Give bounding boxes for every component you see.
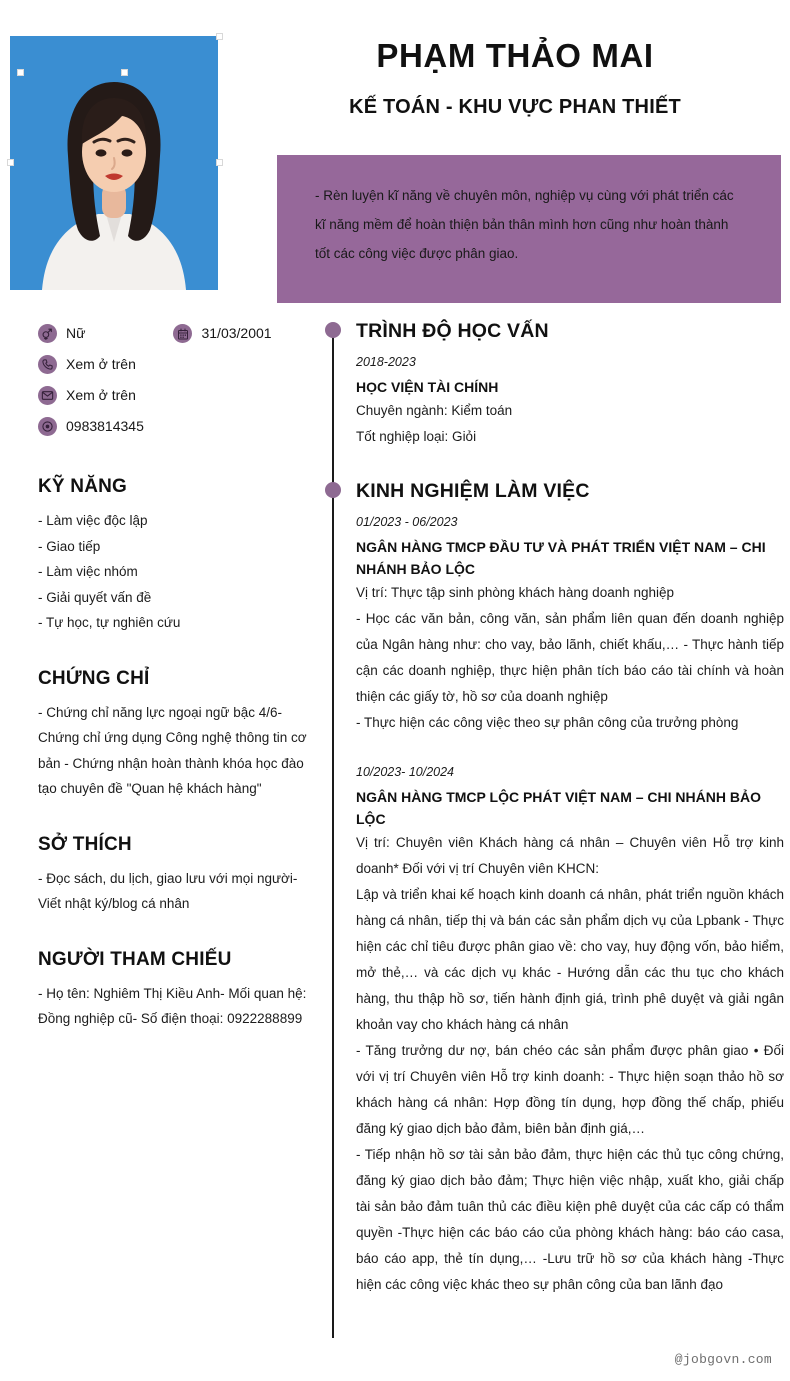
list-item: - Giải quyết vấn đề: [38, 589, 152, 605]
timeline-dot-education: [325, 322, 341, 338]
section-skills: [38, 474, 323, 636]
section-education: [332, 318, 784, 344]
experience-description: - Học các văn bản, công văn, sản phẩm liên quan đến doanh nghiệp của Ngân hàng như: cho vay, bảo lãnh, chiết khấu,… - Thực hành tiếp cận các doanh nghiệp, thực hiện phân tích báo cáo tài chính và hoàn thiện các giấy tờ, hồ sơ của doanh nghiệp: [356, 611, 784, 704]
name-block: [250, 34, 780, 122]
contact-email[interactable]: [38, 386, 136, 405]
section-experience: [332, 478, 784, 504]
career-objective-text: - Rèn luyện kĩ năng về chuyên môn, nghiệp vụ cùng với phát triển các kĩ năng mềm để hoàn thiện bản thân mình hơn cũng như hoàn thành tốt các công việc được phân giao.: [315, 188, 734, 261]
list-item: - Tự học, tự nghiên cứu: [38, 615, 181, 630]
phone-icon: [38, 355, 57, 374]
contact-address-value: 0983814345: [66, 418, 144, 434]
watermark: @jobgovn.com: [674, 1352, 772, 1367]
section-title-certificates: CHỨNG CHỈ: [38, 667, 150, 689]
selection-handle-top-center[interactable]: [121, 69, 128, 76]
section-hobbies: [38, 832, 323, 917]
contact-row-email: [38, 380, 323, 411]
selection-handle-middle-left[interactable]: [7, 159, 14, 166]
section-certificates: [38, 666, 323, 802]
profile-photo[interactable]: [10, 36, 218, 290]
experience-description: Lập và triển khai kế hoạch kinh doanh cá nhân, phát triển nguồn khách hàng cá nhân, tiếp thị và bán các sản phẩm dịch vụ của Lpbank - Thực hiện các chỉ tiêu được phân giao về: cho vay, huy động vốn, bảo hiểm, mở thẻ,… và các dịch vụ khác - Hướng dẫn các thu tục cho khách hàng, thu thập hồ sơ, tiến hành định giá, trình phê duyệt và giải ngân khoản vay cho khách hàng cá nhân: [356, 887, 784, 1032]
job-title: KẾ TOÁN - KHU VỰC PHAN THIẾT: [349, 96, 681, 118]
list-item: - Làm việc độc lập: [38, 513, 148, 528]
experience-entry: [332, 510, 784, 736]
email-icon: [38, 386, 57, 405]
experience-position: Vị trí: Chuyên viên Khách hàng cá nhân – Chuyên viên Hỗ trợ kinh doanh* Đối với vị trí Chuyên viên KHCN:: [356, 835, 784, 876]
certificates-body: - Chứng chỉ năng lực ngoại ngữ bậc 4/6- Chứng chỉ ứng dụng Công nghệ thông tin cơ bản - Chứng nhận hoàn thành khóa học đào tạo chuyên đề "Quan hệ khách hàng": [38, 704, 307, 796]
selection-handle-middle-right[interactable]: [216, 159, 223, 166]
education-major: Chuyên ngành: Kiểm toán: [356, 403, 513, 418]
section-title-experience: KINH NGHIỆM LÀM VIỆC: [356, 480, 590, 502]
section-title-hobbies: SỞ THÍCH: [38, 833, 132, 855]
contact-phone-value: Xem ở trên: [66, 356, 136, 372]
skills-list: [38, 508, 323, 636]
contact-phone[interactable]: [38, 355, 136, 374]
contact-gender-value: Nữ: [66, 325, 86, 341]
experience-position: Vị trí: Thực tập sinh phòng khách hàng doanh nghiệp: [356, 585, 675, 600]
contact-info: [38, 318, 323, 442]
contact-address[interactable]: [38, 417, 144, 436]
left-column: [38, 318, 323, 1032]
contact-email-value: Xem ở trên: [66, 387, 136, 403]
gender-icon: [38, 324, 57, 343]
section-title-education: TRÌNH ĐỘ HỌC VẤN: [356, 320, 549, 342]
experience-entry: [332, 760, 784, 1298]
references-body: - Họ tên: Nghiêm Thị Kiều Anh- Mối quan hệ: Đồng nghiệp cũ- Số điện thoại: 0922288899: [38, 985, 307, 1026]
experience-description-2: - Tăng trưởng dư nợ, bán chéo các sản phẩm được phân giao • Đối với vị trí Chuyên viên Hỗ trợ kinh doanh: - Thực hiện soạn thảo hồ sơ khách hàng cá nhân: Hợp đồng tín dụng, hợp đồng thế chấp, phiếu đăng ký giao dịch bảo đảm, biên bản định giá,…: [356, 1043, 784, 1136]
experience-org: NGÂN HÀNG TMCP ĐẦU TƯ VÀ PHÁT TRIỂN VIỆT NAM – CHI NHÁNH BẢO LỘC: [356, 539, 766, 577]
contact-row-phone: [38, 349, 323, 380]
calendar-icon: [173, 324, 192, 343]
contact-row-address: [38, 411, 323, 442]
section-title-references: NGƯỜI THAM CHIẾU: [38, 948, 232, 970]
hobbies-body: - Đọc sách, du lịch, giao lưu với mọi người- Viết nhật ký/blog cá nhân: [38, 870, 298, 911]
section-references: [38, 947, 323, 1032]
experience-date: 01/2023 - 06/2023: [356, 515, 458, 529]
experience-org: NGÂN HÀNG TMCP LỘC PHÁT VIỆT NAM – CHI NHÁNH BẢO LỘC: [356, 789, 761, 827]
list-item: - Giao tiếp: [38, 538, 101, 554]
location-pin-icon: [38, 417, 57, 436]
education-date: 2018-2023: [356, 355, 416, 369]
contact-birthdate-value: 31/03/2001: [201, 325, 272, 341]
experience-description-3: - Tiếp nhận hồ sơ tài sản bảo đảm, thực hiện các thủ tục công chứng, đăng ký giao dịch bảo đảm; Thực hiện việc nhập, xuất kho, giải chấp tài sản bảo đảm tuân thủ các điều kiện phê duyệt của các cấp có thẩm quyền -Thực hiện các báo cáo của phòng khách hàng: báo cáo casa, báo cáo app, thẻ tín dụng,… -Lưu trữ hồ sơ của khách hàng -Thực hiện các công việc khác theo sự phân công của ban lãnh đạo: [356, 1147, 784, 1292]
selection-handle-top-right[interactable]: [216, 33, 223, 40]
list-item: - Làm việc nhóm: [38, 564, 138, 579]
page-title: PHẠM THẢO MAI: [376, 37, 654, 74]
timeline-dot-experience: [325, 482, 341, 498]
experience-date: 10/2023- 10/2024: [356, 765, 455, 779]
section-title-skills: KỸ NĂNG: [38, 476, 128, 497]
portrait-illustration: [10, 36, 218, 290]
experience-description-2: - Thực hiện các công việc theo sự phân công của trưởng phòng: [356, 715, 739, 730]
selection-handle-top-left[interactable]: [17, 69, 24, 76]
contact-gender: [38, 324, 85, 343]
education-entry: [332, 350, 784, 450]
right-column: [332, 318, 784, 1298]
education-school: HỌC VIỆN TÀI CHÍNH: [356, 379, 499, 395]
education-grade: Tốt nghiệp loại: Giỏi: [356, 429, 477, 444]
contact-row-gender-birth: [38, 318, 323, 349]
contact-birthdate: [173, 324, 271, 343]
cv-header: [0, 0, 790, 305]
career-objective-box: [277, 155, 781, 303]
